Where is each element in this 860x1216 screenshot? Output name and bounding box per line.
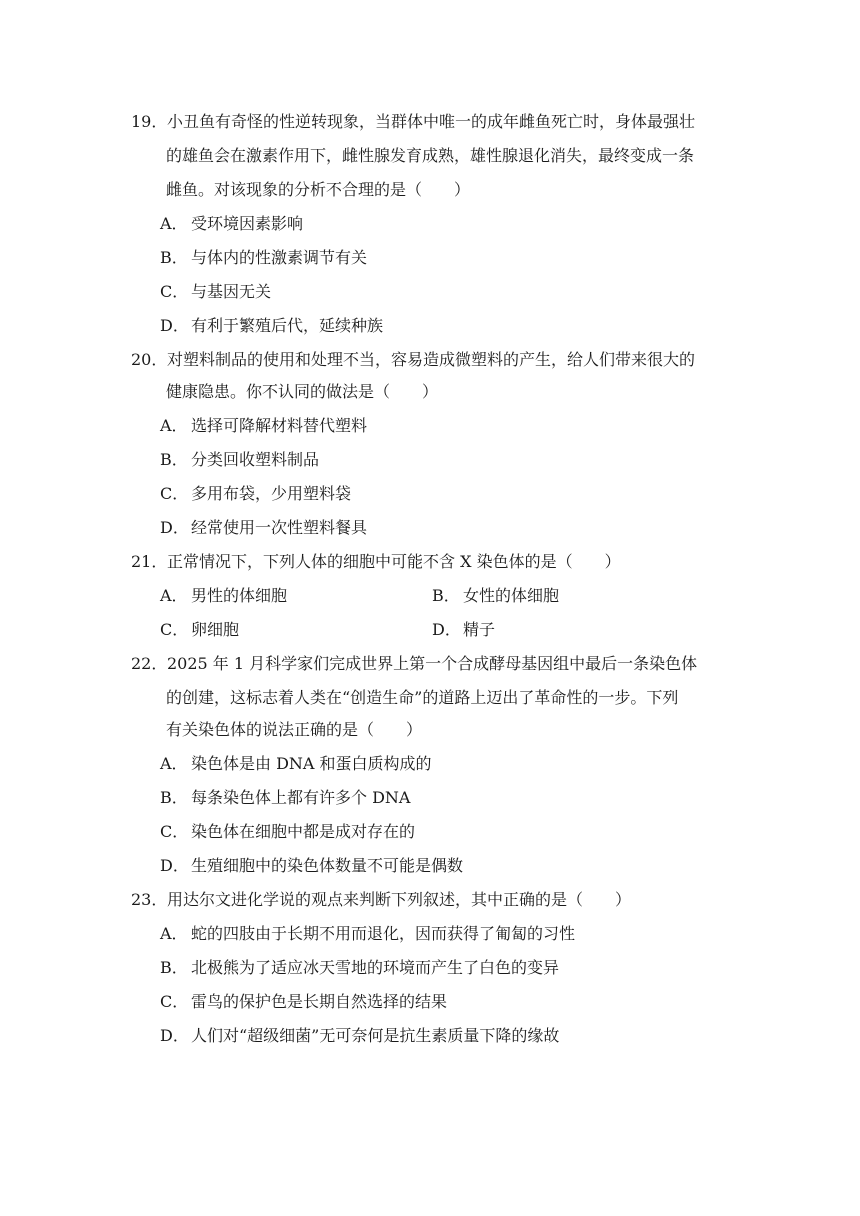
option-d: D． 有利于繁殖后代，延续种族 xyxy=(160,316,384,335)
option-b: B． 北极熊为了适应冰天雪地的环境而产生了白色的变异 xyxy=(160,958,560,977)
question-stem-line: 的雄鱼会在激素作用下，雌性腺发育成熟，雄性腺退化消失，最终变成一条 xyxy=(166,146,695,165)
question-stem-line: 21．正常情况下，下列人体的细胞中可能不含 X 染色体的是（ ） xyxy=(131,552,621,571)
question-stem-line: 19．小丑鱼有奇怪的性逆转现象，当群体中唯一的成年雌鱼死亡时，身体最强壮 xyxy=(131,112,696,131)
option-d: D． 生殖细胞中的染色体数量不可能是偶数 xyxy=(160,856,464,875)
option-d: D． 精子 xyxy=(432,620,496,639)
question-stem-line: 的创建，这标志着人类在“创造生命”的道路上迈出了革命性的一步。下列 xyxy=(166,688,679,707)
question-number: 19． xyxy=(131,112,168,131)
option-c: C． 与基因无关 xyxy=(160,282,272,301)
question-stem-line: 23．用达尔文进化学说的观点来判断下列叙述，其中正确的是（ ） xyxy=(131,890,632,909)
question-number: 21． xyxy=(131,552,168,571)
question-stem-line: 有关染色体的说法正确的是（ ） xyxy=(166,720,423,739)
option-b: B． 每条染色体上都有许多个 DNA xyxy=(160,788,411,807)
question-number: 23． xyxy=(131,890,168,909)
option-b: B． 与体内的性激素调节有关 xyxy=(160,248,368,267)
question-number: 20． xyxy=(131,350,168,369)
option-a: A． 染色体是由 DNA 和蛋白质构成的 xyxy=(160,754,432,773)
question-number: 22． xyxy=(131,654,168,673)
option-c: C． 卵细胞 xyxy=(160,620,240,639)
question-stem-line: 22．2025 年 1 月科学家们完成世界上第一个合成酵母基因组中最后一条染色体 xyxy=(131,654,698,673)
option-a: A． 选择可降解材料替代塑料 xyxy=(160,416,368,435)
option-d: D． 经常使用一次性塑料餐具 xyxy=(160,518,368,537)
option-a: A． 受环境因素影响 xyxy=(160,214,304,233)
option-a: A． 蛇的四肢由于长期不用而退化，因而获得了匍匐的习性 xyxy=(160,924,576,943)
question-stem-line: 健康隐患。你不认同的做法是（ ） xyxy=(166,382,439,401)
option-c: C． 染色体在细胞中都是成对存在的 xyxy=(160,822,416,841)
question-stem-line: 20．对塑料制品的使用和处理不当，容易造成微塑料的产生，给人们带来很大的 xyxy=(131,350,696,369)
option-c: C． 多用布袋，少用塑料袋 xyxy=(160,484,352,503)
option-a: A． 男性的体细胞 xyxy=(160,586,288,605)
option-d: D． 人们对“超级细菌”无可奈何是抗生素质量下降的缘故 xyxy=(160,1026,560,1045)
option-c: C． 雷鸟的保护色是长期自然选择的结果 xyxy=(160,992,448,1011)
option-b: B． 女性的体细胞 xyxy=(432,586,560,605)
question-stem-line: 雌鱼。对该现象的分析不合理的是（ ） xyxy=(166,180,471,199)
option-b: B． 分类回收塑料制品 xyxy=(160,450,320,469)
